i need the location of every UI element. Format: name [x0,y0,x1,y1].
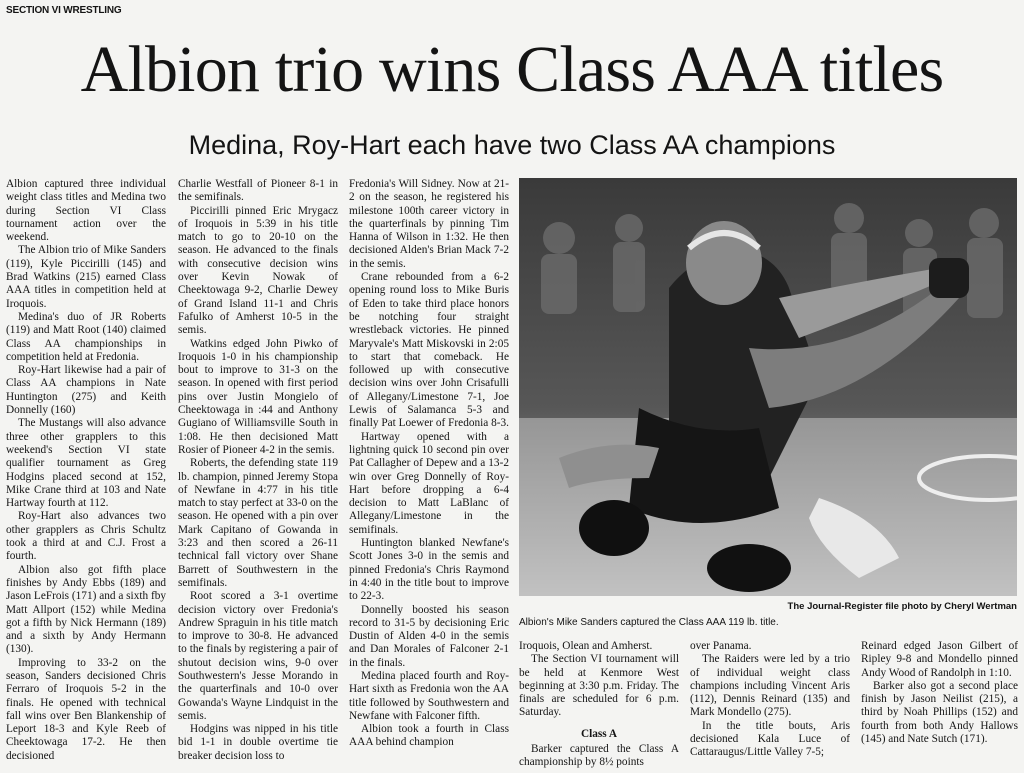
article-column-1 [6,178,166,773]
article-column-3 [349,178,509,773]
paragraph: The Section VI tournament will be held at Kenmore West beginning at 3:30 p.m. Friday. The finals are scheduled for 6 p.m. Saturday. [519,653,679,719]
paragraph: The Raiders were led by a trio of individual weight class champions including Vincent Aris (112), Dennis Reinard (135) and Mark Mondello (275). [690,653,850,719]
paragraph: Roy-Hart also advances two other grapplers as Chris Schultz took a third at and C.J. Frost a fourth. [6,510,166,563]
paragraph: Barker captured the Class A championship by 8½ points [519,743,679,769]
section-label: SECTION VI WRESTLING [6,5,122,16]
paragraph: Charlie Westfall of Pioneer 8-1 in the semifinals. [178,178,338,204]
paragraph: Albion took a fourth in Class AAA behind champion [349,723,509,749]
wrestling-photo-illustration [519,178,1017,596]
paragraph: Root scored a 3-1 overtime decision victory over Fredonia's Andrew Spraguin in his title match to improve to 30-8. He advanced to the finals by registering a pair of shutout decision wins, 9-0 over Southwestern's Jesse Morando in the quarterfinals and 10-0 over Gowanda's Wayne Lindquist in the semis. [178,590,338,722]
subheadline: Medina, Roy-Hart each have two Class AA champions [188,130,836,160]
paragraph: Watkins edged John Piwko of Iroquois 1-0 in his championship bout to improve to 31-3 on the season. In opened with first period pins over Justin Mongielo of Cheektowaga in :44 and Anthony Gugiano of Williamsville South in 1:08. He then decisioned Matt Rosier of Pioneer 4-2 in the semis. [178,337,338,456]
article-column-4 [519,640,679,773]
paragraph: Hartway opened with a lightning quick 10 second pin over Pat Callagher of Depew and a 13-2 win over Greg Donnelly of Roy-Hart before dropping a 6-4 decision to Matt LaBlanc of Allegany/Limestone in the semifinals. [349,430,509,536]
paragraph: Roy-Hart likewise had a pair of Class AA champions in Nate Huntington (275) and Keith Donnelly (160) [6,364,166,417]
article-column-6 [861,640,1018,773]
paragraph: over Panama. [690,640,752,652]
paragraph: Hodgins was nipped in his title bid 1-1 in double overtime tie breaker decision loss to [178,723,338,762]
subsection-heading: Class A [580,727,618,740]
headline: Albion trio wins Class AAA titles [80,33,944,106]
paragraph: Reinard edged Jason Gilbert of Ripley 9-8 and Mondello pinned Andy Wood of Randolph in 1:10. [861,640,1018,679]
paragraph: Barker also got a second place finish by Jason Neilist (215), a third by Noah Phillips (152) and fourth from both Andy Hallows (145) and Nate Sutch (171). [861,679,1018,746]
paragraph: The Mustangs will also advance three other grapplers to this weekend's Section VI state qualifier tournament as Greg Hodgins placed second at 152, Mike Crane third at 103 and Nate Hartway fourth at 112. [6,417,166,510]
paragraph: Albion captured three individual weight class titles and Medina two during Section VI Class tournament action over the weekend. [6,178,166,244]
paragraph: The Albion trio of Mike Sanders (119), Kyle Piccirilli (145) and Brad Watkins (215) earned Class AAA titles in competition held at Iroquois. [6,244,166,310]
paragraph: In the title bouts, Aris decisioned Kala Luce of Cattaraugus/Little Valley 7-5; [690,719,850,759]
paragraph: Roberts, the defending state 119 lb. champion, pinned Jeremy Stopa of Newfane in 4:77 in his title match to stay perfect at 33-0 on the season. He opened with a pin over Mark Capitano of Gowanda in 3:23 and then scored a 26-11 technical fall victory over Shane Barrett of Southwestern in the semifinals. [178,457,338,589]
paragraph: Albion also got fifth place finishes by Andy Ebbs (189) and Jason LeFrois (171) and a sixth fby Matt Allport (152) while Medina got a fifth by Nick Hermann (189) and a sixth by Andy Hermann (130). [6,563,166,656]
paragraph: Huntington blanked Newfane's Scott Jones 3-0 in the semis and pinned Fredonia's Chris Raymond in 4:40 in the title bout to improve to 22-3. [349,537,509,603]
paragraph: Piccirilli pinned Eric Mrygacz of Iroquois in 5:39 in his title match to go to 20-10 on the season. He advanced to the finals with consecutive decision wins over Kevin Nowak of Cheektowaga 9-2, Charlie Dewey of Grand Island 11-1 and Chris Fafulko of Amherst 10-5 in the semis. [178,204,338,337]
paragraph: Medina's duo of JR Roberts (119) and Matt Root (140) claimed Class AA championships in competition held at Fredonia. [6,310,166,363]
paragraph: Medina placed fourth and Roy-Hart sixth as Fredonia won the AA title followed by Southwestern and Newfane with Falconer fifth. [349,669,509,722]
paragraph: Crane rebounded from a 6-2 opening round loss to Mike Buris of Eden to take third place honors be notching four straight wrestleback victories. He pinned Maryvale's Matt Miskovski in 2:05 to start that comeback. He followed up with consecutive decision wins over John Crisafulli of Allegany/Limestone 7-1, Joe Lewis of Salamanca 5-3 and finally Pat Loewer of Fredonia 8-3. [349,271,509,430]
photo-credit: The Journal-Register file photo by Cheryl Wertman [787,601,1017,612]
paragraph: Iroquois, Olean and Amherst. [519,640,653,652]
paragraph: Donnelly boosted his season record to 31-5 by decisioning Eric Dustin of Alden 4-0 in the semis and Dan Morales of Falconer 2-1 in the finals. [349,603,509,669]
paragraph: Fredonia's Will Sidney. Now at 21-2 on the season, he registered his milestone 100th career victory in the quarterfinals by pinning Tim Hanna of Wilson in 1:32. He then decisioned Alden's Brian Mack 7-2 in the semis. [349,178,509,270]
paragraph: Improving to 33-2 on the season, Sanders decisioned Chris Ferraro of Iroquois 5-2 in the finals. He opened with technical fall wins over Ben Blankenship of Leport 18-3 and Kyle Reeb of Cheektowaga 17-2. He then decisioned [6,656,166,762]
photo-caption: Albion's Mike Sanders captured the Class AAA 119 lb. title. [519,617,779,628]
article-column-5 [690,640,850,773]
wrestling-photo [519,178,1017,596]
article-column-2 [178,178,338,773]
